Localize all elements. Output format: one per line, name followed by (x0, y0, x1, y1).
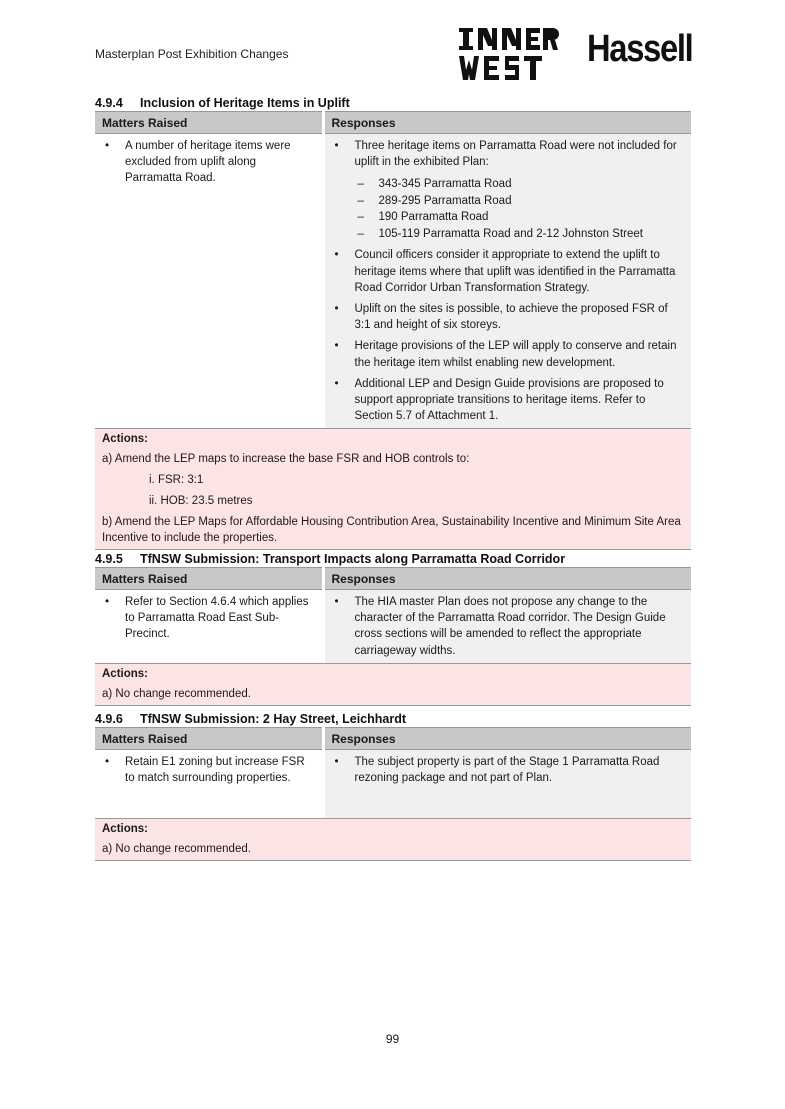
section-4-9-6 (95, 712, 691, 861)
matters-raised-header: Matters Raised (95, 112, 323, 134)
response-item: • The HIA master Plan does not propose any change to the character of the Parramatta Road corridor. The Design Guide cross sections will be amended to reflect the appropriate carriageway widths. (331, 594, 686, 659)
responses-cell (323, 134, 691, 429)
response-item: • Three heritage items on Parramatta Road were not included for uplift in the exhibited Plan: – 343-345 Parramatta Road – 289-295 Parramatta Road – 190 Parramatta Road – 105-119 Parramatta Road and 2-12 Johnston Street (331, 138, 686, 242)
actions-box (95, 663, 691, 706)
actions-box (95, 428, 691, 550)
hassell-logo: Hassell (587, 28, 693, 70)
address-item: – 190 Parramatta Road (355, 209, 686, 226)
responses-header: Responses (323, 728, 691, 750)
address-item: – 343-345 Parramatta Road (355, 176, 686, 193)
response-item: • Heritage provisions of the LEP will apply to conserve and retain the heritage item whilst enabling new development. (331, 338, 686, 370)
address-item: – 289-295 Parramatta Road (355, 193, 686, 210)
section-title: 4.9.6 TfNSW Submission: 2 Hay Street, Leichhardt (95, 712, 407, 726)
matters-table (95, 567, 691, 663)
action-item: b) Amend the LEP Maps for Affordable Housing Contribution Area, Sustainability Incentive and Minimum Site Area Incentive to include the properties. (102, 516, 681, 545)
section-4-9-4 (95, 96, 691, 550)
section-title: 4.9.5 TfNSW Submission: Transport Impacts along Parramatta Road Corridor (95, 552, 566, 566)
actions-label: Actions: (102, 822, 148, 835)
action-subitem: i. FSR: 3:1 (149, 474, 204, 487)
section-4-9-5 (95, 552, 691, 706)
action-item: a) Amend the LEP maps to increase the base FSR and HOB controls to: (102, 453, 470, 466)
response-item: • The subject property is part of the Stage 1 Parramatta Road rezoning package and not part of Plan. (331, 754, 686, 786)
matter-item: • A number of heritage items were excluded from uplift along Parramatta Road. (101, 138, 316, 187)
matter-item: • Refer to Section 4.6.4 which applies to Parramatta Road East Sub-Precinct. (101, 594, 316, 643)
section-title: 4.9.4 Inclusion of Heritage Items in Uplift (95, 96, 350, 110)
matters-raised-header: Matters Raised (95, 728, 323, 750)
actions-box (95, 818, 691, 861)
actions-label: Actions: (102, 433, 148, 446)
responses-cell (323, 750, 691, 818)
responses-cell (323, 590, 691, 663)
responses-header: Responses (323, 568, 691, 590)
actions-label: Actions: (102, 667, 148, 680)
response-item: • Additional LEP and Design Guide provisions are proposed to support appropriate transitions to heritage items. Refer to Section 5.7 of Attachment 1. (331, 376, 686, 425)
page-header-title: Masterplan Post Exhibition Changes (95, 47, 289, 61)
action-item: a) No change recommended. (102, 687, 251, 700)
matters-raised-header: Matters Raised (95, 568, 323, 590)
matters-cell (95, 134, 323, 429)
response-item: • Council officers consider it appropriate to extend the uplift to heritage items where that uplift was identified in the Parramatta Road Corridor Urban Transformation Strategy. (331, 247, 686, 296)
matters-cell (95, 750, 323, 818)
matter-item: • Retain E1 zoning but increase FSR to match surrounding properties. (101, 754, 316, 786)
response-item: • Uplift on the sites is possible, to achieve the proposed FSR of 3:1 and height of six storeys. (331, 301, 686, 333)
inner-west-logo-icon (457, 26, 559, 82)
action-item: a) No change recommended. (102, 842, 251, 855)
address-item: – 105-119 Parramatta Road and 2-12 Johnston Street (355, 226, 686, 243)
page-number: 99 (385, 1032, 400, 1046)
matters-cell (95, 590, 323, 663)
matters-table (95, 111, 691, 428)
responses-header: Responses (323, 112, 691, 134)
matters-table (95, 727, 691, 818)
action-subitem: ii. HOB: 23.5 metres (149, 495, 253, 508)
